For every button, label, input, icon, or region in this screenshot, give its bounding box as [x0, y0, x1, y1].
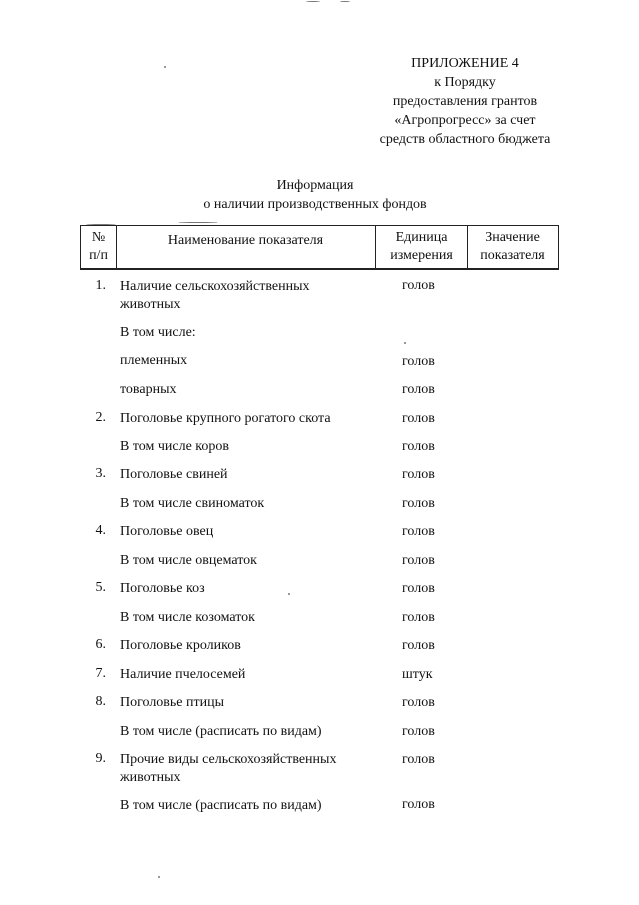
row-indicator-name: В том числе козоматок	[120, 610, 255, 625]
row-unit: голов	[402, 695, 435, 710]
column-header-unit-line2: измерения	[390, 248, 453, 263]
row-indicator-name: Поголовье свиней	[120, 467, 228, 482]
row-unit: голов	[402, 411, 435, 426]
row-unit: голов	[402, 581, 435, 596]
row-number: 8.	[95, 694, 106, 709]
row-indicator-name: В том числе:	[120, 325, 196, 340]
row-unit: голов	[402, 610, 435, 625]
scan-speck	[288, 593, 290, 595]
row-unit: голов	[402, 638, 435, 653]
column-header-value	[467, 226, 558, 268]
scan-speck	[340, 1, 350, 2]
scan-speck	[86, 224, 116, 225]
title-line: Информация	[276, 178, 354, 193]
row-indicator-name: товарных	[120, 382, 177, 397]
scan-speck	[404, 342, 406, 344]
row-unit: голов	[402, 354, 435, 369]
column-header-value-line1: Значение	[485, 230, 540, 245]
column-header-unit-line1: Единица	[395, 230, 448, 245]
row-unit: голов	[402, 467, 435, 482]
row-unit: голов	[402, 496, 435, 511]
appendix-title: ПРИЛОЖЕНИЕ 4	[411, 56, 519, 71]
row-unit: голов	[402, 524, 435, 539]
scan-speck	[178, 222, 218, 223]
column-header-value-line2: показателя	[480, 248, 545, 263]
document-title	[160, 176, 470, 214]
row-indicator-name: Наличие пчелосемей	[120, 667, 246, 682]
scan-speck	[158, 876, 160, 878]
row-number: 2.	[95, 410, 106, 425]
row-indicator-name: В том числе свиноматок	[120, 496, 265, 511]
row-indicator-name: Поголовье кроликов	[120, 638, 241, 653]
row-number: 6.	[95, 637, 106, 652]
appendix-line: «Агропрогресс» за счет	[394, 113, 536, 128]
appendix-line: средств областного бюджета	[379, 132, 551, 147]
column-header-unit	[376, 226, 468, 268]
table-header	[80, 225, 559, 270]
row-indicator-name: В том числе коров	[120, 439, 230, 454]
appendix-line: к Порядку	[434, 75, 496, 90]
row-unit: штук	[402, 667, 433, 682]
row-unit: голов	[402, 724, 435, 739]
row-unit: голов	[402, 278, 435, 293]
row-unit: голов	[402, 797, 435, 812]
row-indicator-name: Поголовье крупного рогатого скота	[120, 411, 331, 426]
row-number: 9.	[95, 751, 106, 766]
row-number: 5.	[95, 580, 106, 595]
row-unit: голов	[402, 439, 435, 454]
row-indicator-name: Поголовье коз	[120, 581, 205, 596]
row-indicator-name: Поголовье птицы	[120, 695, 225, 710]
row-indicator-name: Прочие виды сельскохозяйственных животных	[120, 752, 337, 785]
title-line: о наличии производственных фондов	[203, 197, 427, 212]
scan-speck	[306, 1, 320, 2]
row-indicator-name: В том числе (расписать по видам)	[120, 724, 322, 739]
column-header-name-label: Наименование показателя	[167, 233, 324, 248]
column-header-number-line1: №	[91, 230, 106, 245]
row-unit: голов	[402, 382, 435, 397]
row-unit: голов	[402, 752, 435, 767]
row-unit: голов	[402, 553, 435, 568]
row-number: 4.	[95, 523, 106, 538]
appendix-line: предоставления грантов	[392, 94, 538, 109]
column-header-name	[116, 226, 376, 268]
row-indicator-name: Поголовье овец	[120, 524, 214, 539]
row-indicator-name: В том числе овцематок	[120, 553, 257, 568]
row-number: 1.	[95, 278, 106, 293]
scan-speck	[164, 66, 166, 68]
row-indicator-name: племенных	[120, 353, 188, 368]
column-header-number	[81, 226, 117, 268]
row-number: 7.	[95, 666, 106, 681]
row-number: 3.	[95, 466, 106, 481]
column-header-number-line2: п/п	[89, 248, 108, 263]
row-indicator-name: В том числе (расписать по видам)	[120, 798, 322, 813]
row-indicator-name: Наличие сельскохозяйственных животных	[120, 279, 310, 312]
appendix-header	[360, 54, 570, 149]
